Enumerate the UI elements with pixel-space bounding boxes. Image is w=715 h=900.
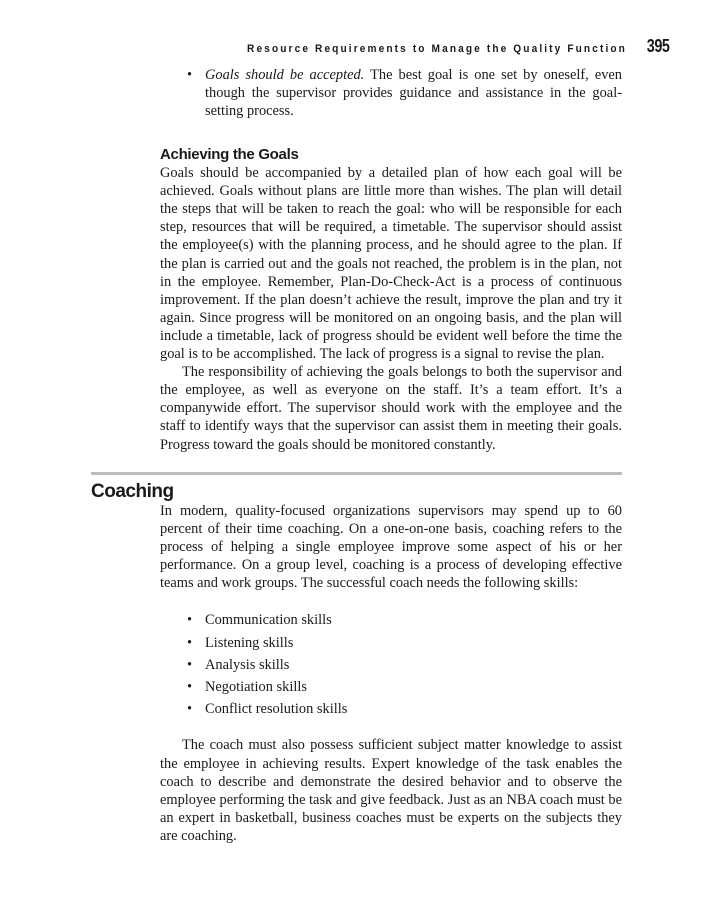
- running-head: [160, 36, 670, 57]
- body-paragraph: The responsibility of achieving the goals belongs to both the supervisor and the employee, as well as everyone on the staff. It’s a team effort. It’s a companywide effort. The supervisor should work with the employee and the staff to identify ways that the supervisor can assist them in meeting their goals. Progress toward the goals should be monitored constantly.: [160, 364, 622, 453]
- coaching-section: [160, 502, 622, 845]
- list-item: [160, 676, 622, 698]
- list-item: [160, 632, 622, 654]
- skill-label: Negotiation skills: [205, 679, 307, 696]
- bullet-marker: •: [187, 679, 193, 696]
- bullet-marker: •: [187, 634, 193, 651]
- achieving-section: [160, 146, 622, 454]
- skill-label: Communication skills: [205, 612, 332, 629]
- section-heading-achieving: Achieving the Goals: [160, 146, 299, 163]
- running-title: Resource Requirements to Manage the Quality Function: [247, 43, 628, 55]
- skill-label: Listening skills: [205, 634, 294, 651]
- bullet-marker: •: [187, 612, 193, 629]
- skill-label: Conflict resolution skills: [205, 701, 348, 718]
- section-heading-coaching: Coaching: [91, 481, 174, 502]
- bullet-marker: •: [187, 67, 193, 83]
- bullet-marker: •: [187, 701, 193, 718]
- list-item: [160, 698, 622, 720]
- skills-list: [160, 609, 622, 720]
- page-number: 395: [647, 36, 670, 56]
- bullet-text: The best goal is one set by oneself, even though the supervisor provides guidance and assistance in the goal-setting process.: [205, 67, 622, 120]
- body-paragraph: Goals should be accompanied by a detailed plan of how each goal will be achieved. Goals without plans are little more than wishes. The plan will detail the steps that will be taken to reach the goal: who will be responsible for each step, resources that will be required, a timetable. The supervisor should assist the employee(s) with the planning process, and he should agree to the plan. If the plan is carried out and the goals not reached, the problem is in the plan, not in the employee. Remember, Plan-Do-Check-Act is a process of continuous improvement. If the plan doesn’t achieve the result, improve the plan and try it again. Since progress will be monitored on an ongoing basis, and the plan will include a timetable, lack of progress should be evident well before the time the goal is to be accomplished. The lack of progress is a signal to revise the plan.: [160, 165, 622, 363]
- list-item: [160, 654, 622, 676]
- section-divider: [91, 472, 622, 475]
- body-paragraph: The coach must also possess sufficient subject matter knowledge to assist the employee in achieving results. Expert knowledge of the task enables the coach to describe and demonstrate the desired behavior and to observe the employee performing the task and give feedback. Just as an NBA coach must be an expert in basketball, business coaches must be experts on the subjects they are coaching.: [160, 737, 622, 844]
- list-item: [160, 66, 622, 120]
- bullet-marker: •: [187, 656, 193, 673]
- body-paragraph: In modern, quality-focused organizations supervisors may spend up to 60 percent of their time coaching. On a one-on-one basis, coaching refers to the process of helping a single employee improve some aspect of his or her performance. On a group level, coaching is a process of developing effective teams and work groups. The successful coach needs the following skills:: [160, 503, 622, 592]
- bullet-lead: Goals should be accepted.: [205, 67, 365, 83]
- list-item: [160, 609, 622, 631]
- skill-label: Analysis skills: [205, 656, 290, 673]
- intro-bullet-block: [160, 66, 622, 120]
